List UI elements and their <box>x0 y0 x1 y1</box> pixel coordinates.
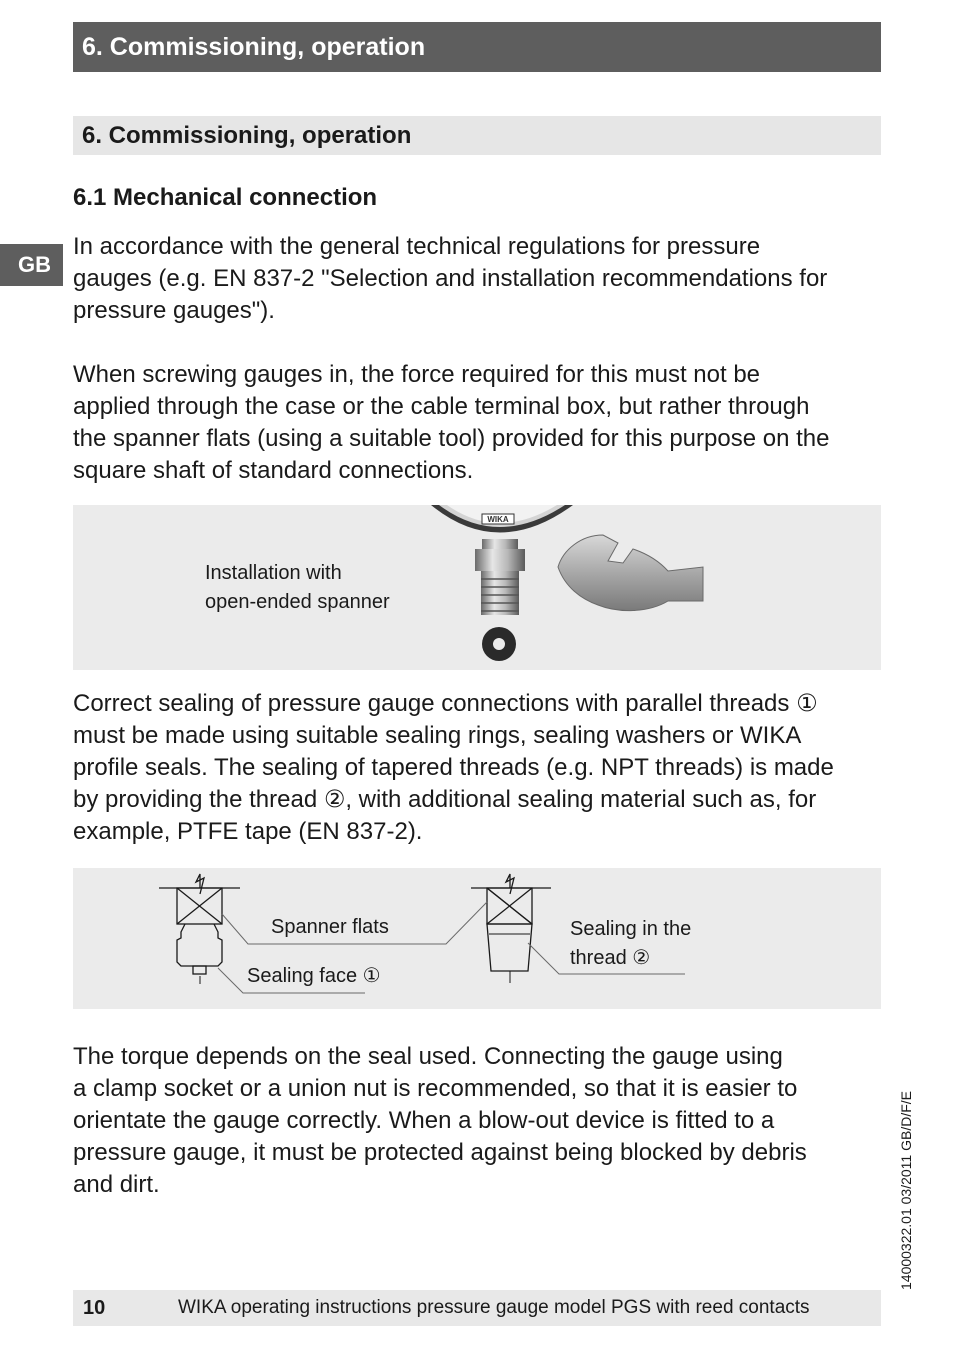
gauge-connection-icon <box>475 539 525 615</box>
tapered-thread-connection-icon <box>471 874 551 983</box>
footer-title: WIKA operating instructions pressure gauge model PGS with reed contacts <box>178 1297 810 1318</box>
page-footer <box>73 1290 881 1326</box>
paragraph-torque: The torque depends on the seal used. Connecting the gauge using a clamp socket or a union nut is recommended, so that it is easier to orientate the gauge correctly. When a blow-out device is fitted to a pressure gauge, it must be protected against being blocked by debris and dirt. <box>73 1043 807 1198</box>
paragraph-regulations: In accordance with the general technical regulations for pressure gauges (e.g. EN 837-2 "Selection and installation recommendations for pressure gauges"). <box>73 233 828 324</box>
document-code: 14000322.01 03/2011 GB/D/F/E <box>898 1091 914 1290</box>
spanner-figure-caption: Installation with open-ended spanner <box>205 562 390 613</box>
sealing-face-label: Sealing face ① <box>247 965 381 987</box>
wika-logo-icon <box>482 514 514 524</box>
language-tab: GB <box>0 244 63 286</box>
spanner-flats-label: Spanner flats <box>271 916 389 938</box>
sealing-diagram-lines <box>73 868 881 1009</box>
sealing-thread-label: Sealing in the thread ② <box>570 918 692 969</box>
sealing-diagram-figure <box>73 868 881 1009</box>
sealing-washer-icon <box>482 627 516 661</box>
page-number: 10 <box>83 1297 106 1319</box>
gauge-and-spanner-illustration <box>413 505 713 670</box>
spanner-installation-figure <box>73 505 881 670</box>
paragraph-screwing: When screwing gauges in, the force required for this must not be applied through the case or the cable terminal box, but rather through the spanner flats (using a suitable tool) provided for this purpose on the square shaft of standard connections. <box>73 361 830 484</box>
paragraph-sealing: Correct sealing of pressure gauge connections with parallel threads ① must be made using suitable sealing rings, sealing washers or WIKA profile seals. The sealing of tapered threads (e.g. NPT threads) is made by providing the thread ②, with additional sealing material such as, for example, PTFE tape (EN 837-2). <box>73 690 834 845</box>
parallel-thread-connection-icon <box>159 874 240 984</box>
subsection-heading: 6.1 Mechanical connection <box>73 184 378 211</box>
chapter-header: 6. Commissioning, operation <box>73 22 881 72</box>
wika-logo-text: WIKA <box>487 515 509 524</box>
section-heading: 6. Commissioning, operation <box>73 116 881 155</box>
open-ended-spanner-icon <box>558 535 703 611</box>
